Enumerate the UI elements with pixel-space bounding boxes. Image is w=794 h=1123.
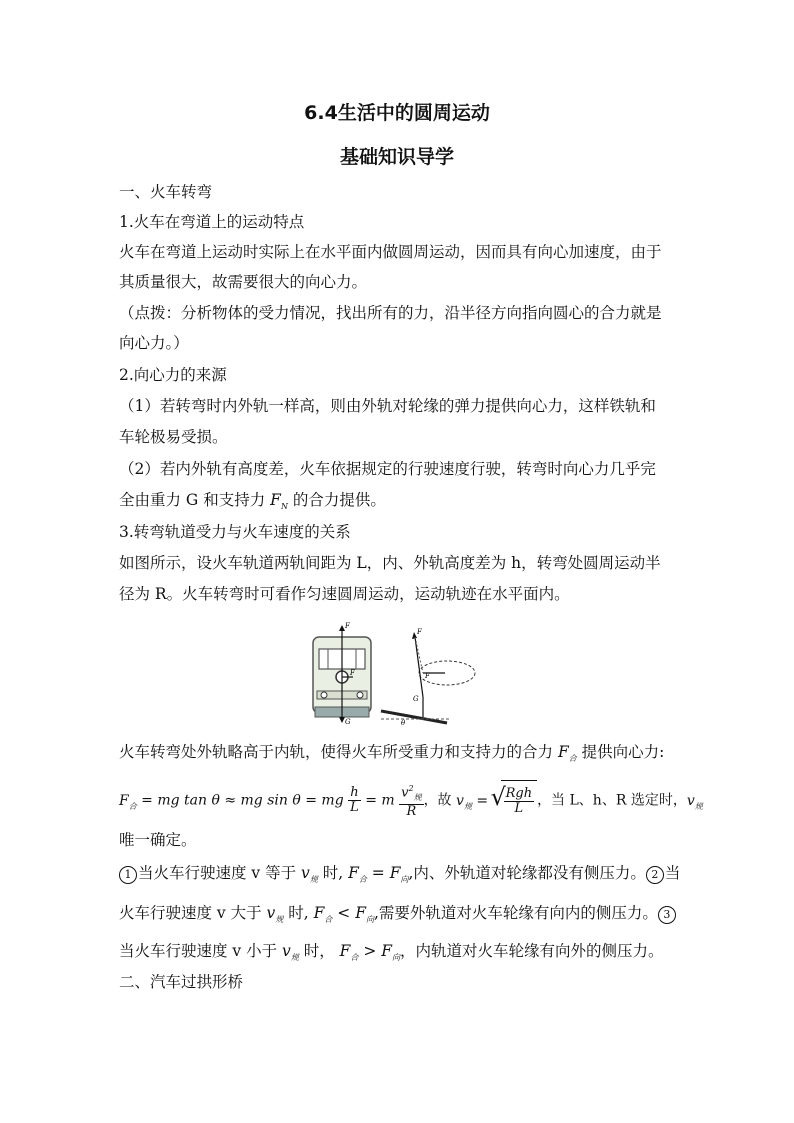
support-force-symbol: $F_N$ xyxy=(270,491,288,512)
fig-label-g: G xyxy=(345,718,351,726)
s1-sub3-paragraph-line2: 径为 R。火车转弯时可看作匀速圆周运动，运动轨迹在水平面内。 xyxy=(119,585,570,603)
page-title: 6.4生活中的圆周运动 xyxy=(304,102,490,124)
s1-sub1-note-line2: 向心力。） xyxy=(119,334,189,352)
case2-text-a: 当 xyxy=(664,864,681,882)
fraction-h-over-l xyxy=(348,786,361,815)
s1-sub1-paragraph-line2: 其质量很大，故需要很大的向心力。 xyxy=(119,273,368,291)
svg-text:G: G xyxy=(413,695,419,703)
fraction-v2-over-r xyxy=(399,782,423,820)
fraction-rgh-over-l xyxy=(504,787,534,816)
fraction-v: v xyxy=(401,784,409,800)
s1-sub3-paragraph2 xyxy=(119,742,679,769)
case2-sub-gui: 规 xyxy=(275,915,284,925)
subscript-n: N xyxy=(280,502,288,512)
case1-line: 1 当火车行驶速度 v 等于 $v_规$ 时, $F_合 = F_向$,内、外轨道对轮缘都没有侧压力。 2 当 xyxy=(119,863,679,890)
formula-text-tail: ，当 L、h、R 选定时， xyxy=(537,792,687,809)
s1-sub3-heading: 3.转弯轨道受力与火车速度的关系 xyxy=(119,523,351,541)
formula-line: $F_合$ = mg tan θ ≈ mg sin θ = mg $\frac{h}{L}$ = m $\frac{v^2_规}{R}$ ，故 $v_规$ = √ $\frac{\text{Rgh}}{L}$ ，当 L、h、R 选定时，$v_规$ xyxy=(119,780,679,820)
s1-sub3-paragraph-line1: 如图所示，设火车轨道两轨间距为 L，内、外轨高度差为 h，转弯处圆周运动半 xyxy=(119,554,661,572)
formula-subscript-gui: 规 xyxy=(463,801,472,811)
case3-sub-xiang: 向 xyxy=(392,953,401,963)
subscript-he: 合 xyxy=(568,754,577,764)
fraction-l: L xyxy=(350,800,359,815)
s1-sub1-note-line1: （点拨：分析物体的受力情况，找出所有的力，沿半径方向指向圆心的合力就是 xyxy=(119,304,662,322)
case2-text-line2c: ,需要外轨道对火车轮缘有向内的侧压力。 xyxy=(373,904,658,922)
case2-text-line2a: 火车行驶速度 v 大于 xyxy=(119,904,267,922)
formula-subscript-he: 合 xyxy=(128,801,137,811)
case1-text-a: 当火车行驶速度 v 等于 xyxy=(138,864,302,882)
fig-label-fn: F xyxy=(345,622,350,630)
case2-number: 2 xyxy=(646,866,664,884)
s1-sub2-item2-line2 xyxy=(119,490,679,517)
case1-number: 1 xyxy=(119,866,137,884)
resultant-force-symbol: $F_合$ xyxy=(557,743,577,764)
case3-sub-he: 合 xyxy=(350,953,359,963)
case2-sub-he: 合 xyxy=(324,915,333,925)
fig-label-theta: θ xyxy=(401,719,406,727)
formula-eq-m: = m xyxy=(360,792,400,809)
case1-sub-gui: 规 xyxy=(309,875,318,885)
formula-line2: 唯一确定。 xyxy=(119,831,197,849)
s1-sub1-paragraph-line1: 火车在弯道上运动时实际上在水平面内做圆周运动，因而具有向心加速度，由于 xyxy=(119,243,662,261)
formula-subscript-gui2: 规 xyxy=(694,801,703,811)
fraction-rgh: √ Rgh xyxy=(505,785,533,801)
fraction-r: R xyxy=(406,804,417,820)
case1-text-c: ,内、外轨道对轮缘都没有侧压力。 xyxy=(408,864,646,882)
item2-text-a: 全由重力 G 和支持力 xyxy=(119,491,271,509)
case2-line: 火车行驶速度 v 大于 $v_规$ 时, $F_合 < F_向$,需要外轨道对火车轮缘有向内的侧压力。 3 xyxy=(119,903,679,930)
s1-sub1-heading: 1.火车在弯道上的运动特点 xyxy=(119,213,305,231)
case3-number: 3 xyxy=(658,906,676,924)
case2-sub-xiang: 向 xyxy=(365,915,374,925)
train-force-diagram xyxy=(305,615,485,730)
case3-sub-gui: 规 xyxy=(290,953,299,963)
case1-sub-he: 合 xyxy=(358,875,367,885)
section2-heading: 二、汽车过拱形桥 xyxy=(119,973,244,991)
case3-text-c: ，内轨道对火车轮缘有向外的侧压力。 xyxy=(400,942,664,960)
section1-heading: 一、火车转弯 xyxy=(119,183,213,201)
case1-text-b: 时, xyxy=(317,864,349,882)
fraction-h: h xyxy=(348,786,361,801)
sqrt-expression xyxy=(501,780,537,821)
page-subtitle: 基础知识导学 xyxy=(339,146,454,168)
vector-diagram xyxy=(381,628,475,727)
s1-sub2-item1-line2: 车轮极易受损。 xyxy=(119,428,228,446)
case3-text-b: 时， xyxy=(298,942,340,960)
case1-sub-xiang: 向 xyxy=(400,875,409,885)
fig-label-fhe: F xyxy=(350,669,355,677)
formula-part1: = mg tan θ ≈ mg sin θ = mg xyxy=(136,792,349,809)
case2-text-line2b: 时, xyxy=(283,904,314,922)
case3-text-a: 当火车行驶速度 v 小于 xyxy=(119,942,283,960)
fraction-v2: $v^2_规$ xyxy=(399,782,423,806)
s1-sub2-heading: 2.向心力的来源 xyxy=(119,366,227,384)
formula-text-gu: ，故 xyxy=(423,792,457,809)
p2-text-b: 提供向心力: xyxy=(576,743,665,761)
case3-line: 当火车行驶速度 v 小于 $v_规$ 时， $F_合 > F_向$，内轨道对火车轮缘有向外的侧压力。 xyxy=(119,942,664,963)
svg-text:F: F xyxy=(417,628,422,636)
fraction-l2: L xyxy=(514,800,524,816)
svg-text:F: F xyxy=(425,672,430,680)
s1-sub2-item2-line1: （2）若内外轨有高度差，火车依据规定的行驶速度行驶，转弯时向心力几乎完 xyxy=(119,460,656,478)
s1-sub2-item1-line1: （1）若转弯时内外轨一样高，则由外轨对轮缘的弹力提供向心力，这样铁轨和 xyxy=(119,397,656,415)
item2-text-b: 的合力提供。 xyxy=(287,491,386,509)
fraction-v-sub-gui: 规 xyxy=(413,792,422,802)
p2-text-a: 火车转弯处外轨略高于内轨，使得火车所受重力和支持力的合力 xyxy=(119,743,558,761)
